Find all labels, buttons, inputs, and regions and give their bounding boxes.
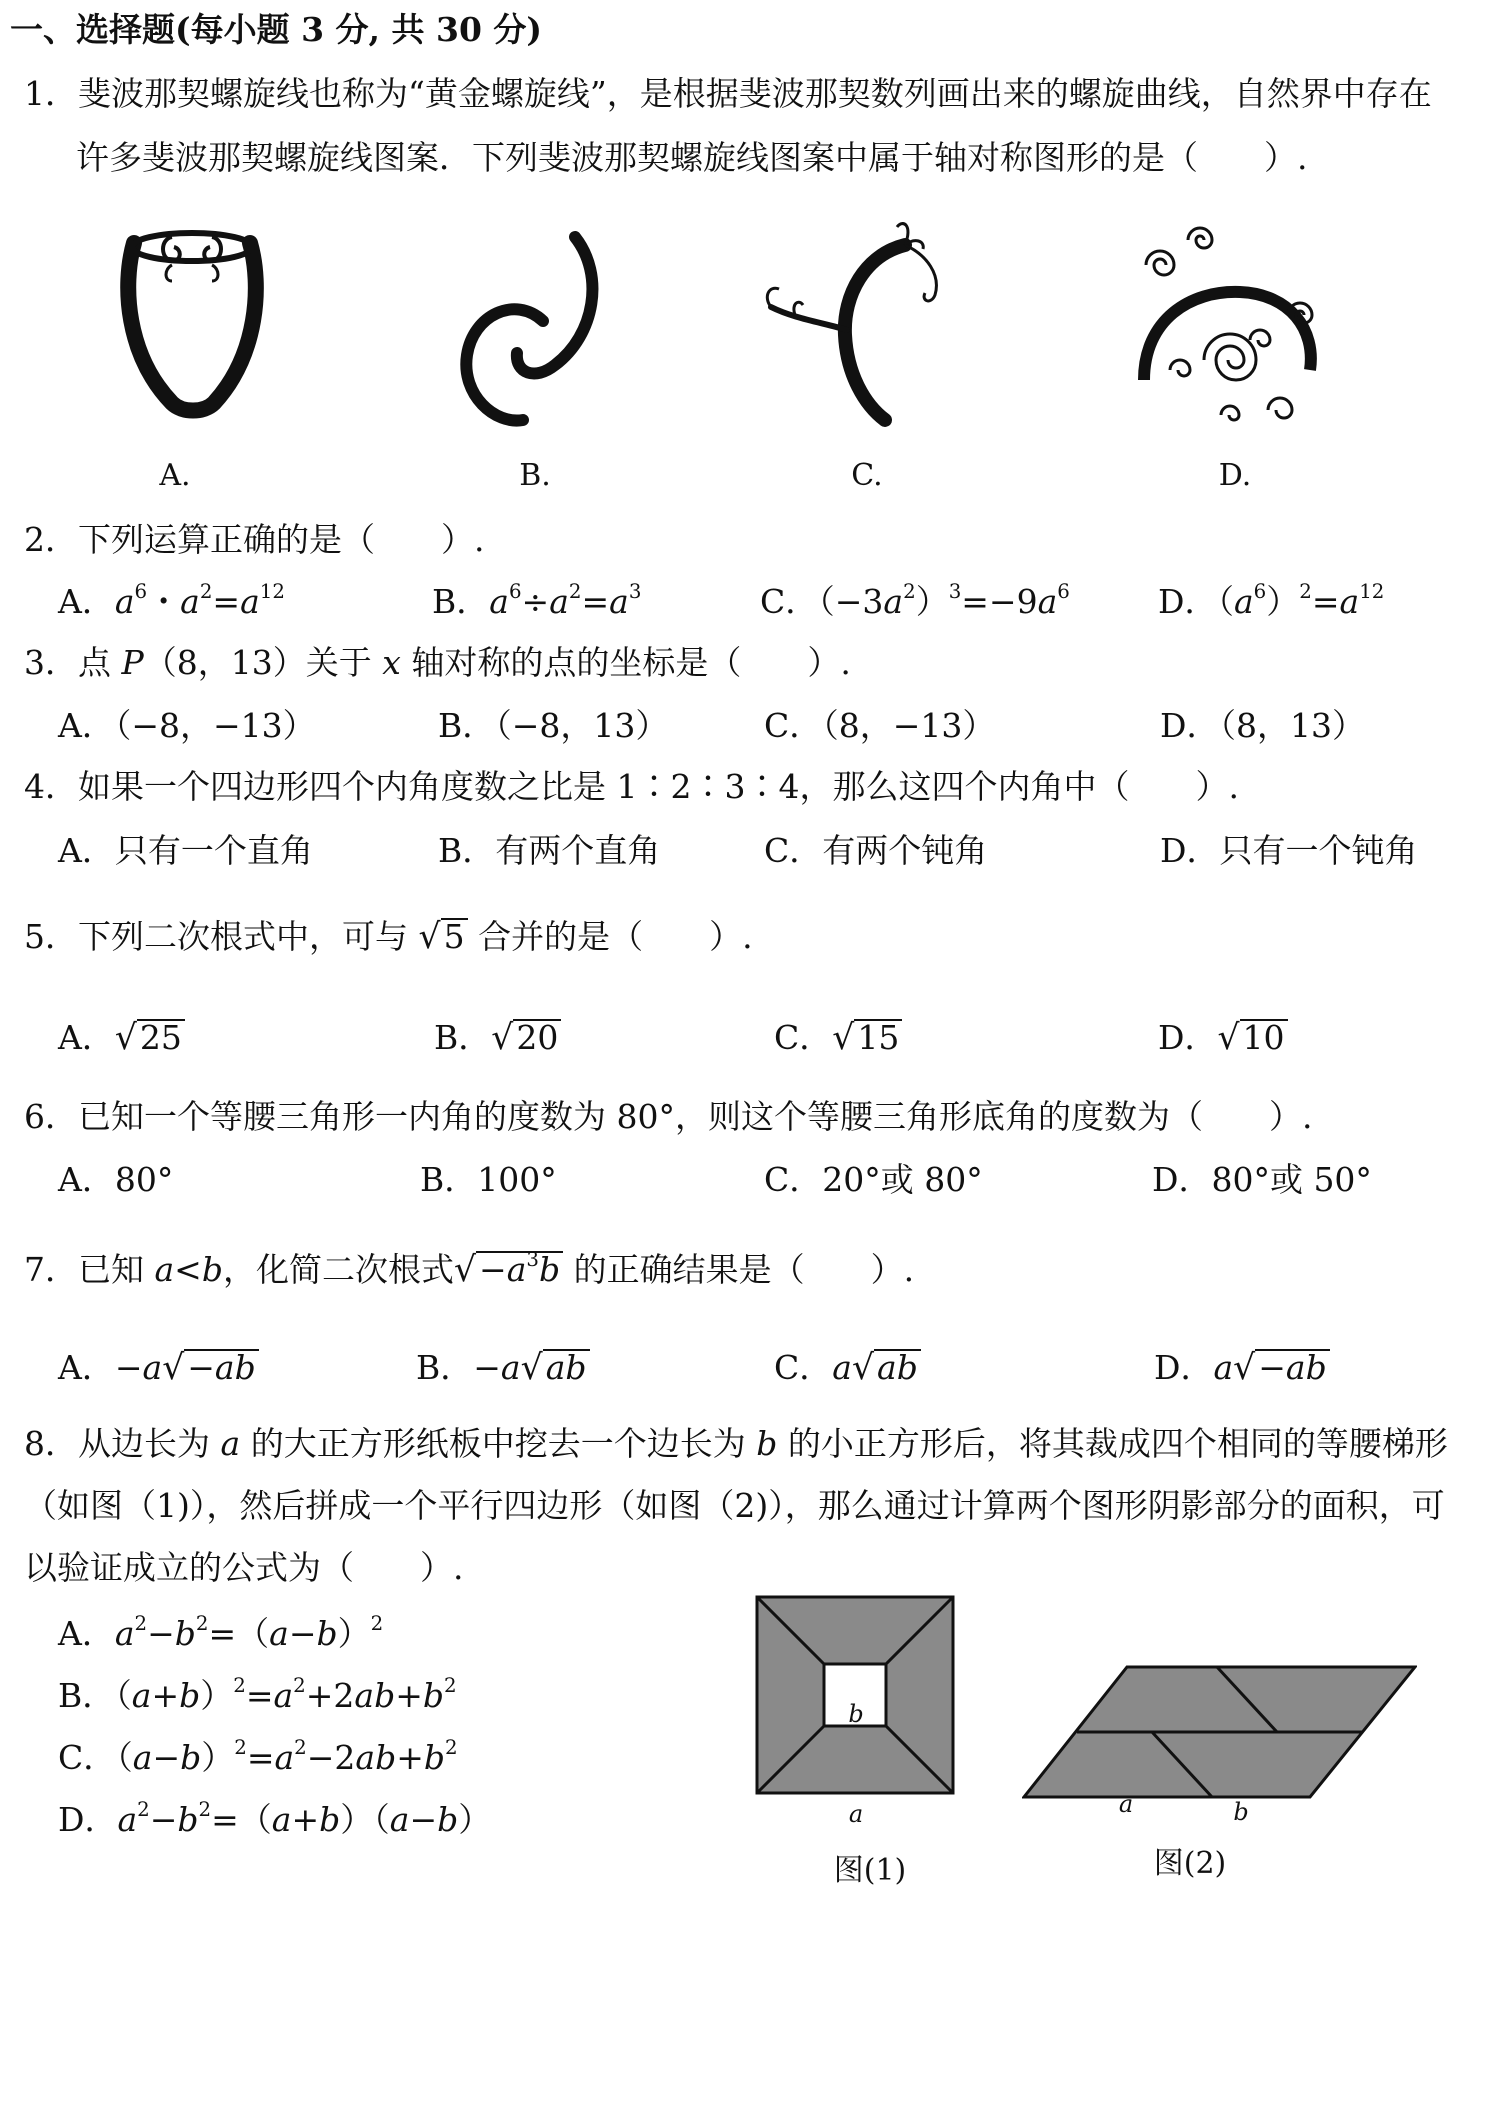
- fig1-label-b: b: [848, 1700, 864, 1728]
- q1-label-d: D.: [1218, 458, 1252, 493]
- q8-stem-line2: （如图（1)），然后拼成一个平行四边形（如图（2)），那么通过计算两个图形阴影部分的面积，可: [24, 1486, 1445, 1525]
- q2-option-d: D．$(a^6)^2=a^{12}$: [1158, 580, 1385, 621]
- q2-stem: 2．下列运算正确的是（ ）.: [24, 520, 485, 559]
- q4-option-c: C．有两个钝角: [764, 831, 988, 870]
- q1-figure-c: [755, 215, 965, 430]
- q4-option-b: B．有两个直角: [438, 831, 661, 870]
- q8-option-a: A．$a^2-b^2=(a-b)^2$: [58, 1612, 384, 1653]
- fig2-label-a: a: [1118, 1790, 1134, 1818]
- q5-stem: 5．下列二次根式中，可与 √5 合并的是（ ）.: [24, 917, 753, 957]
- q6-stem: 6．已知一个等腰三角形一内角的度数为 80°，则这个等腰三角形底角的度数为（ ）.: [24, 1097, 1313, 1136]
- q8-option-c: C．$(a-b)^2=a^2-2ab+b^2$: [58, 1736, 458, 1777]
- q2-option-b: B．$a^6\div a^2=a^3$: [432, 580, 642, 621]
- q3-stem: 3．点 P（8，13）关于 x 轴对称的点的坐标是（ ）.: [24, 643, 851, 682]
- q7-stem: 7．已知 a<b，化简二次根式$√-a^3b$ 的正确结果是（ ）.: [24, 1248, 915, 1290]
- q7-option-d: D．a√−ab: [1154, 1348, 1330, 1388]
- q3-option-b: B．（−8，13）: [438, 706, 669, 745]
- fig2-label-b: b: [1233, 1798, 1249, 1826]
- fig1-caption: 图(1): [833, 1853, 907, 1888]
- q7-option-c: C．a√ab: [774, 1348, 921, 1388]
- q1-label-b: B.: [519, 458, 551, 493]
- fig2-caption: 图(2): [1153, 1846, 1227, 1881]
- q1-figure-b: [455, 225, 605, 440]
- q6-option-b: B．100°: [420, 1160, 557, 1199]
- q1-label-a: A.: [159, 458, 191, 493]
- q1-label-c: C.: [851, 458, 883, 493]
- q5-option-c: C．√15: [774, 1018, 902, 1058]
- q1-figure-d: [1130, 220, 1330, 445]
- q3-option-c: C．（8，−13）: [764, 706, 996, 745]
- q7-option-a: A．−a√−ab: [58, 1348, 259, 1388]
- q5-option-d: D．√10: [1158, 1018, 1288, 1058]
- q3-option-d: D．（8，13）: [1160, 706, 1365, 745]
- q5-option-a: A．√25: [58, 1018, 185, 1058]
- fig1-label-a: a: [848, 1800, 864, 1828]
- q8-figure-2: [1022, 1665, 1417, 1800]
- q8-option-d: D．$a^2-b^2=(a+b)(a-b)$: [58, 1798, 492, 1839]
- q5-option-b: B．√20: [434, 1018, 561, 1058]
- q3-option-a: A．（−8，−13）: [58, 706, 316, 745]
- q2-option-a: A．$a^6$・$a^2=a^{12}$: [58, 580, 285, 621]
- q8-option-b: B．$(a+b)^2=a^2+2ab+b^2$: [58, 1674, 457, 1715]
- q7-option-b: B．−a√ab: [416, 1348, 590, 1388]
- q1-stem-line1: 1．斐波那契螺旋线也称为“黄金螺旋线”，是根据斐波那契数列画出来的螺旋曲线，自然界中存在: [24, 74, 1432, 113]
- q6-option-a: A．80°: [58, 1160, 174, 1199]
- q6-option-d: D．80°或 50°: [1152, 1160, 1372, 1199]
- section-title: 一、选择题(每小题 3 分, 共 30 分): [10, 10, 543, 49]
- q6-option-c: C．20°或 80°: [764, 1160, 983, 1199]
- q8-figure-1: [755, 1595, 957, 1797]
- q4-stem: 4．如果一个四边形四个内角度数之比是 1∶2∶3∶4，那么这四个内角中（ ）.: [24, 767, 1239, 806]
- q4-option-d: D．只有一个钝角: [1160, 831, 1418, 870]
- q8-stem-line3: 以验证成立的公式为（ ）.: [24, 1548, 464, 1587]
- q1-stem-line2: 许多斐波那契螺旋线图案．下列斐波那契螺旋线图案中属于轴对称图形的是（ ）.: [76, 138, 1308, 177]
- q8-stem-line1: 8．从边长为 a 的大正方形纸板中挖去一个边长为 b 的小正方形后，将其裁成四个相同的等腰梯形: [24, 1424, 1448, 1463]
- q2-option-c: C．$(-3a^2)^3=-9a^6$: [760, 580, 1070, 621]
- q1-figure-a: [112, 225, 272, 425]
- q4-option-a: A．只有一个直角: [58, 831, 313, 870]
